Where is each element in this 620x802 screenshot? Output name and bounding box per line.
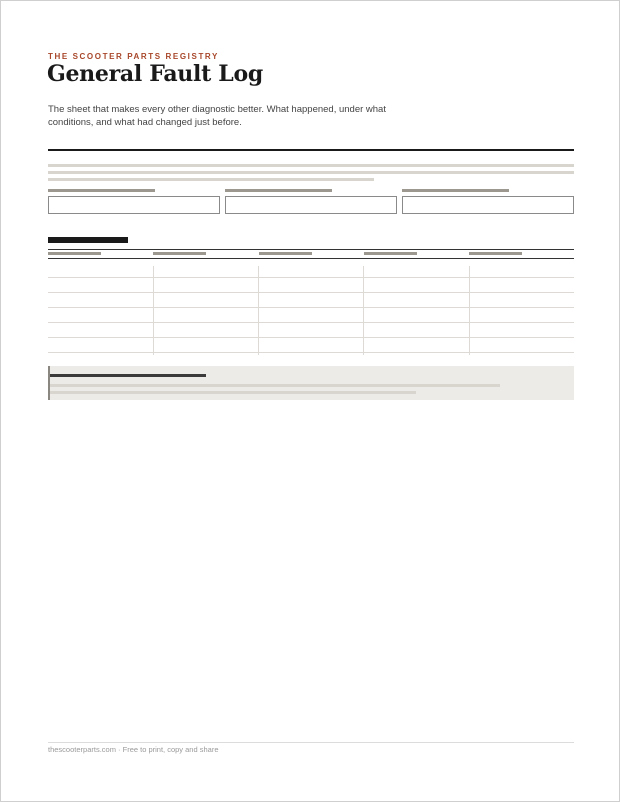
placeholder-line — [48, 164, 574, 167]
column-header-2 — [153, 252, 206, 255]
note-heading-line — [48, 374, 206, 377]
field-label-1 — [48, 189, 155, 192]
field-label-3 — [402, 189, 509, 192]
table-row — [48, 322, 574, 323]
page-title: General Fault Log — [47, 61, 263, 87]
footer-divider — [48, 742, 574, 743]
placeholder-line — [48, 171, 574, 174]
column-header-3 — [259, 252, 312, 255]
column-divider — [469, 266, 470, 355]
input-field-2[interactable] — [225, 196, 397, 214]
column-divider — [363, 266, 364, 355]
footer-text: thescooterparts.com · Free to print, copy and share — [48, 745, 219, 754]
table-row — [48, 307, 574, 308]
column-header-5 — [469, 252, 522, 255]
table-row — [48, 292, 574, 293]
table-row — [48, 277, 574, 278]
note-accent-edge — [48, 366, 50, 400]
field-label-2 — [225, 189, 332, 192]
header-divider — [48, 149, 574, 151]
column-header-4 — [364, 252, 417, 255]
registry-eyebrow: THE SCOOTER PARTS REGISTRY — [48, 52, 219, 61]
intro-text: The sheet that makes every other diagnostic better. What happened, under what conditions, and what had changed just before. — [48, 104, 386, 128]
column-divider — [258, 266, 259, 355]
note-text-line — [48, 391, 416, 394]
note-text-line — [48, 384, 500, 387]
table-row — [48, 352, 574, 353]
table-row — [48, 337, 574, 338]
column-divider — [153, 266, 154, 355]
section-heading-bar — [48, 237, 128, 243]
column-header-1 — [48, 252, 101, 255]
table-header-rule — [48, 258, 574, 259]
input-field-3[interactable] — [402, 196, 574, 214]
note-callout — [48, 366, 574, 400]
table-top-rule — [48, 249, 574, 250]
input-field-1[interactable] — [48, 196, 220, 214]
placeholder-line — [48, 178, 374, 181]
